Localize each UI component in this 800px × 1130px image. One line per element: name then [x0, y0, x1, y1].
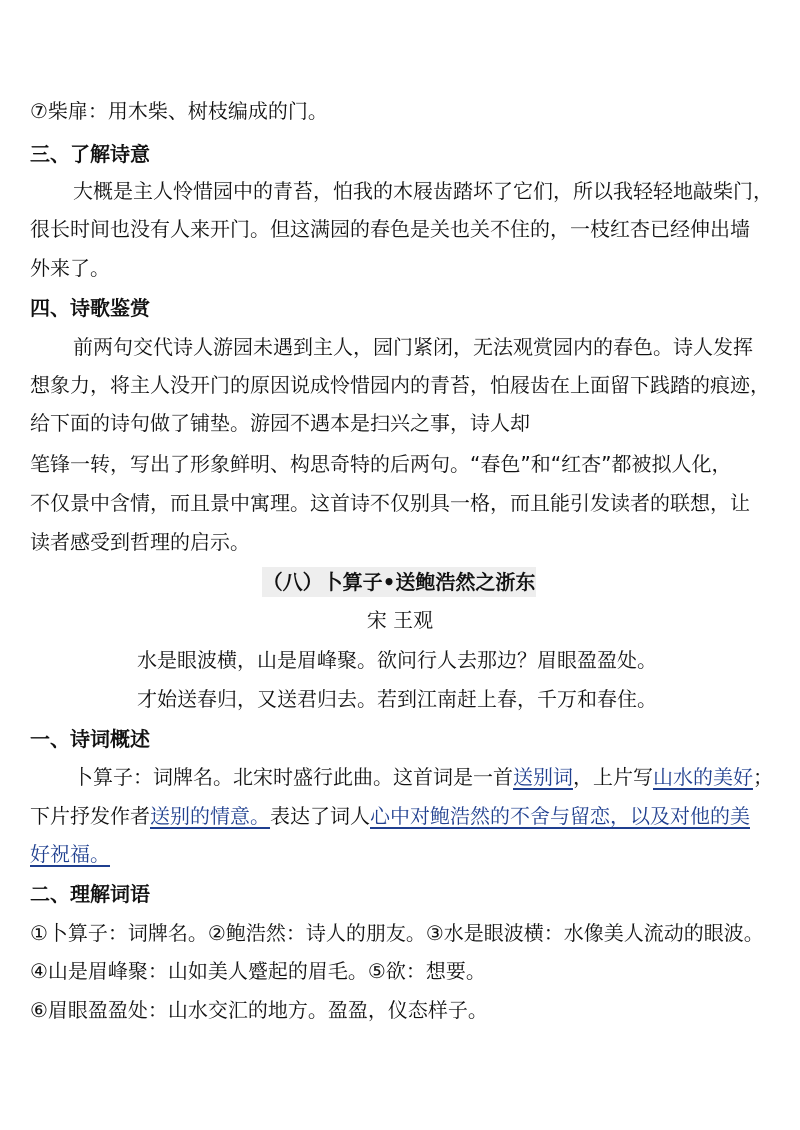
meaning-paragraph-line-3: 外来了。 — [30, 256, 110, 280]
overview-text: 卜算子：词牌名。北宋时盛行此曲。这首词是一首 — [73, 765, 513, 789]
underlined-phrase: 好祝福。 — [30, 842, 110, 866]
underlined-phrase: 送别的情意。 — [150, 804, 270, 828]
section-heading-vocabulary: 二、理解词语 — [30, 882, 150, 906]
vocab-line-1: ①卜算子：词牌名。②鲍浩然：诗人的朋友。③水是眼波横：水像美人流动的眼波。 — [30, 921, 764, 945]
vocab-line-3: ⑥眉眼盈盈处：山水交汇的地方。盈盈，仪态样子。 — [30, 998, 488, 1022]
overview-text: ，上片写 — [573, 765, 653, 789]
section-heading-appreciation: 四、诗歌鉴赏 — [30, 296, 150, 320]
underlined-phrase: 送别词 — [513, 765, 573, 789]
overview-text: 下片抒发作者 — [30, 804, 150, 828]
meaning-paragraph-line-1: 大概是主人怜惜园中的青苔，怕我的木屐齿踏坏了它们，所以我轻轻地敲柴门， — [73, 179, 773, 203]
overview-text: 表达了词人 — [270, 804, 370, 828]
poem-author: 宋 王观 — [366, 608, 434, 632]
meaning-paragraph-line-2: 很长时间也没有人来开门。但这满园的春色是关也关不住的，一枝红杏已经伸出墙 — [30, 217, 750, 241]
section-heading-understand-meaning: 三、了解诗意 — [30, 142, 150, 166]
appreciation-line-4: 笔锋一转，写出了形象鲜明、构思奇特的后两句。“春色”和“红杏”都被拟人化， — [30, 452, 732, 476]
overview-text: ； — [753, 765, 773, 789]
overview-line-3 — [30, 840, 800, 868]
appreciation-line-5: 不仅景中含情，而且景中寓理。这首诗不仅别具一格，而且能引发读者的联想，让 — [30, 491, 750, 515]
appreciation-line-6: 读者感受到哲理的启示。 — [30, 530, 250, 554]
vocab-line-2: ④山是眉峰聚：山如美人蹙起的眉毛。⑤欲：想要。 — [30, 959, 486, 983]
overview-line-2 — [30, 802, 800, 830]
underlined-phrase: 心中对鲍浩然的不舍与留恋，以及对他的美 — [370, 804, 750, 828]
overview-line-1 — [73, 763, 800, 791]
appreciation-line-3: 给下面的诗句做了铺垫。游园不遇本是扫兴之事，诗人却 — [30, 411, 530, 435]
appreciation-line-2: 想象力，将主人没开门的原因说成怜惜园内的青苔，怕屐齿在上面留下践踏的痕迹， — [30, 373, 770, 397]
appreciation-line-1: 前两句交代诗人游园未遇到主人，园门紧闭，无法观赏园内的春色。诗人发挥 — [73, 335, 753, 359]
underlined-phrase: 山水的美好 — [653, 765, 753, 789]
note-item-7: ⑦柴扉：用木柴、树枝编成的门。 — [30, 99, 328, 123]
poem-title: （八）卜算子•送鲍浩然之浙东 — [262, 567, 536, 597]
section-heading-overview: 一、诗词概述 — [30, 727, 150, 751]
poem-line-1: 水是眼波横，山是眉峰聚。欲问行人去那边？眉眼盈盈处。 — [137, 648, 657, 672]
poem-line-2: 才始送春归，又送君归去。若到江南赶上春，千万和春住。 — [137, 687, 657, 711]
